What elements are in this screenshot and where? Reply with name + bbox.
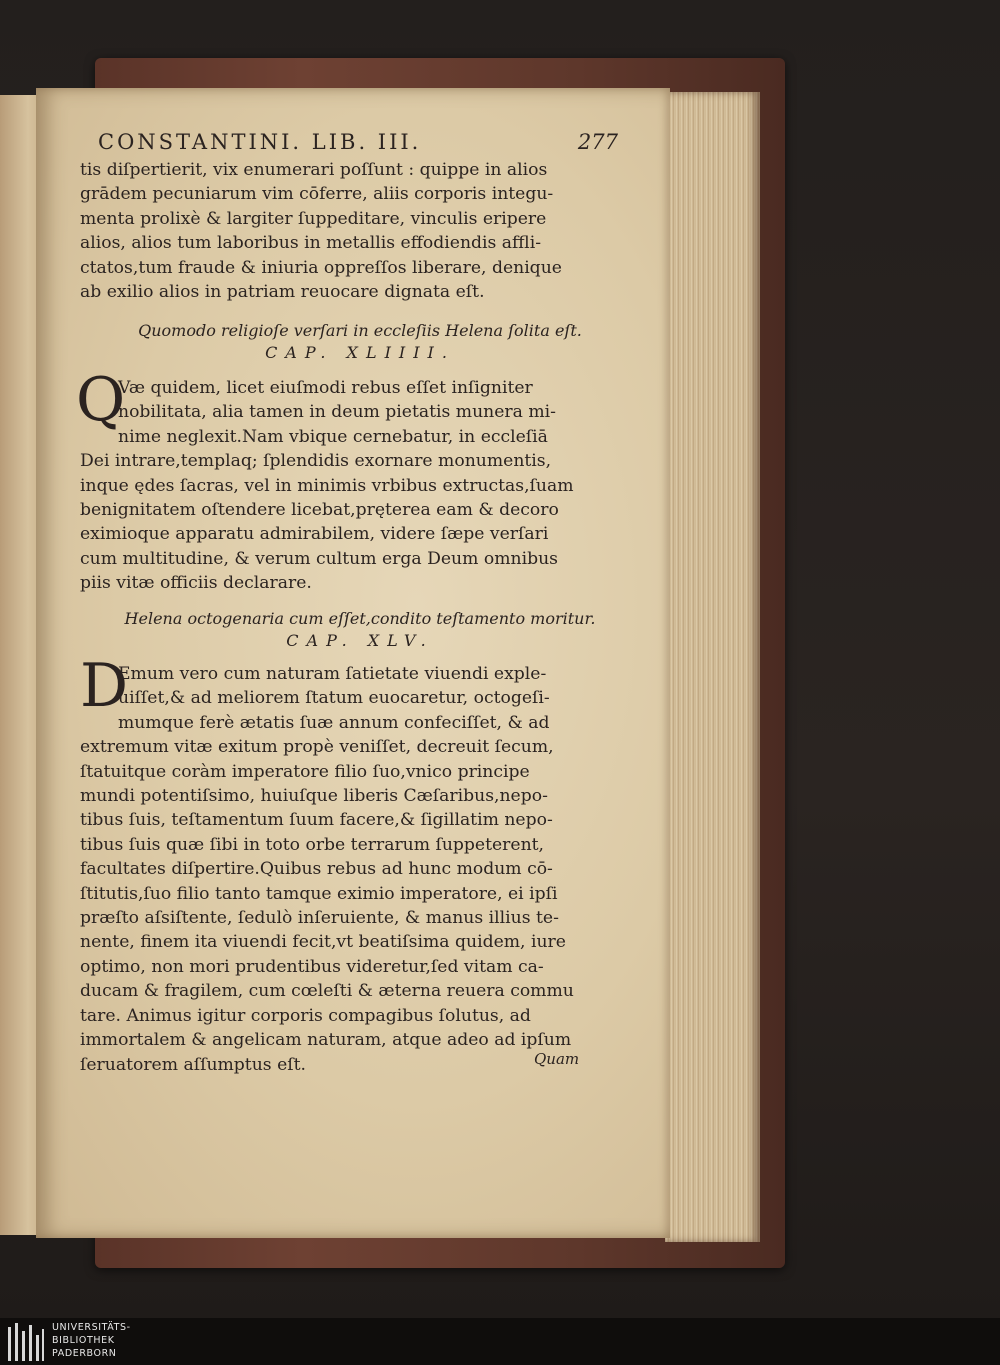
chapter-44-title: Quomodo religioſe verſari in eccleſiis Helena ſolita eſt. [138,321,582,340]
text-line: extremum vitæ exitum propè veniſſet, decreuit ſecum, [80,737,554,758]
book-page [36,88,670,1238]
catchword: Quam [534,1050,580,1068]
text-line: Væ quidem, licet eiuſmodi rebus eſſet inſigniter [118,378,533,398]
text-line: menta prolixè & largiter ſuppeditare, vinculis eripere [80,208,547,229]
text-line: inque ędes ſacras, vel in minimis vrbibus extructas,ſuam [80,475,574,496]
text-line: tibus ſuis, teſtamentum ſuum facere,& ſigillatim nepo- [80,810,553,831]
text-line: ctatos,tum fraude & iniuria oppreſſos liberare, denique [80,257,562,278]
text-line: ſtatuitque coràm imperatore filio ſuo,vnico principe [80,761,530,782]
text-line: mundi potentiſsimo, huiuſque liberis Cæſaribus,nepo- [80,786,548,807]
text-line: ſeruatorem aſſumptus eſt. [80,1054,306,1075]
library-footer [0,1318,1000,1365]
chapter-45-number: CAP. XLV. [286,631,434,650]
text-line: præſto aſsiſtente, ſedulò inſeruiente, & manus illius te- [80,908,559,929]
text-line: mumque ferè ætatis ſuæ annum confeciſſet, & ad [118,712,550,733]
library-name-line: PADERBORN [52,1348,117,1359]
text-line: eximioque apparatu admirabilem, videre ſæpe verſari [80,524,549,545]
text-line: immortalem & angelicam naturam, atque adeo ad ipſum [80,1030,572,1051]
text-line: optimo, non mori prudentibus videretur,ſed vitam ca- [80,956,544,977]
paragraph-continuation [80,158,640,304]
library-name-line: BIBLIOTHEK [52,1335,115,1346]
page-edges [665,92,760,1242]
chapter-45-heading [80,608,640,652]
text-line: Emum vero cum naturam ſatietate viuendi exple- [118,664,547,684]
text-line: benignitatem oſtendere licebat,pręterea eam & decoro [80,500,559,521]
text-line: ducam & fragilem, cum cœleſti & æterna reuera commu [80,981,574,1002]
text-line: uiſſet,& ad meliorem ſtatum euocaretur, octogeſi- [118,688,550,709]
text-line: ſtitutis,ſuo filio tanto tamque eximio imperatore, ei ipſi [80,883,558,904]
drop-cap-q: Q [76,365,126,435]
chapter-45-text [80,662,640,1077]
text-line: piis vitæ officiis declarare. [80,573,312,594]
text-line: tare. Animus igitur corporis compagibus ſolutus, ad [80,1005,531,1026]
library-name-line: UNIVERSITÄTS- [52,1322,131,1333]
text-line: nime neglexit.Nam vbique cernebatur, in eccleſiā [118,426,548,447]
left-page-edge [0,95,40,1235]
text-line: nente, finem ita viuendi fecit,vt beatiſsima quidem, iure [80,932,566,953]
text-line: facultates diſpertire.Quibus rebus ad hunc modum cō- [80,859,553,880]
text-line: grādem pecuniarum vim cōferre, aliis corporis integu- [80,184,554,205]
text-line: nobilitata, alia tamen in deum pietatis munera mi- [118,402,556,423]
text-line: tibus ſuis quæ ſibi in toto orbe terrarum ſuppeterent, [80,834,545,855]
running-head-title: CONSTANTINI. LIB. III. [98,130,422,154]
text-line: alios, alios tum laboribus in metallis effodiendis affli- [80,233,542,254]
chapter-44-number: CAP. XLIIII. [265,343,455,362]
running-head [98,130,618,154]
text-line: tis diſpertierit, vix enumerari poſſunt : quippe in alios [80,160,548,180]
drop-cap-d: D [80,651,129,721]
chapter-44-heading [80,320,640,364]
text-line: Dei intrare,templaq; ſplendidis exornare monumentis, [80,451,552,472]
text-line: cum multitudine, & verum cultum erga Deum omnibus [80,548,558,569]
chapter-44-text [80,376,640,596]
library-logo-icon [6,1321,46,1363]
chapter-45-title: Helena octogenaria cum eſſet,condito teſtamento moritur. [124,609,596,628]
library-name [52,1321,131,1360]
text-line: ab exilio alios in patriam reuocare dignata eſt. [80,282,485,303]
page-number: 277 [577,130,618,154]
